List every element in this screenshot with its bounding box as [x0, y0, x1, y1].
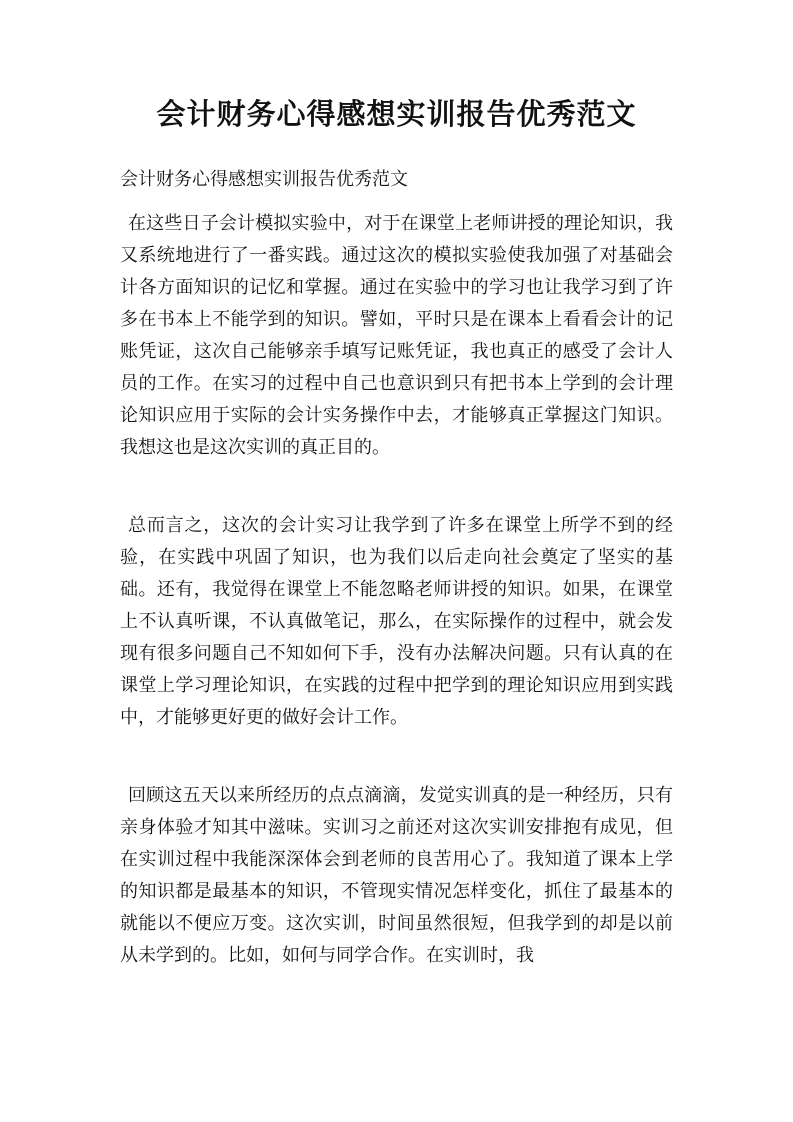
- document-subtitle: 会计财务心得感想实训报告优秀范文: [120, 169, 408, 190]
- document-title: 会计财务心得感想实训报告优秀范文: [156, 97, 637, 131]
- body-paragraph-3: 回顾这五天以来所经历的点点滴滴，发觉实训真的是一种经历，只有亲身体验才知其中滋味。实训习之前还对这次实训安排抱有成见，但在实训过程中我能深深体会到老师的良苦用心了。我知道了课本上学的知识都是最基本的知识，不管现实情况怎样变化，抓住了最基本的就能以不便应万变。这次实训，时间虽然很短，但我学到的却是以前从未学到的。比如，如何与同学合作。在实训时，我: [120, 785, 673, 966]
- body-paragraph-1: 在这些日子会计模拟实验中，对于在课堂上老师讲授的理论知识，我又系统地进行了一番实践。通过这次的模拟实验使我加强了对基础会计各方面知识的记忆和掌握。通过在实验中的学习也让我学习到了许多在书本上不能学到的知识。譬如，平时只是在课本上看看会计的记账凭证，这次自己能够亲手填写记账凭证，我也真正的感受了会计人员的工作。在实习的过程中自己也意识到只有把书本上学到的会计理论知识应用于实际的会计实务操作中去，才能够真正掌握这门知识。我想这也是这次实训的真正目的。: [120, 213, 673, 458]
- body-paragraph-2: 总而言之，这次的会计实习让我学到了许多在课堂上所学不到的经验，在实践中巩固了知识，也为我们以后走向社会奠定了坚实的基础。还有，我觉得在课堂上不能忽略老师讲授的知识。如果，在课堂上不认真听课，不认真做笔记，那么，在实际操作的过程中，就会发现有很多问题自己不知如何下手，没有办法解决问题。只有认真的在课堂上学习理论知识，在实践的过程中把学到的理论知识应用到实践中，才能够更好更的做好会计工作。: [120, 515, 673, 728]
